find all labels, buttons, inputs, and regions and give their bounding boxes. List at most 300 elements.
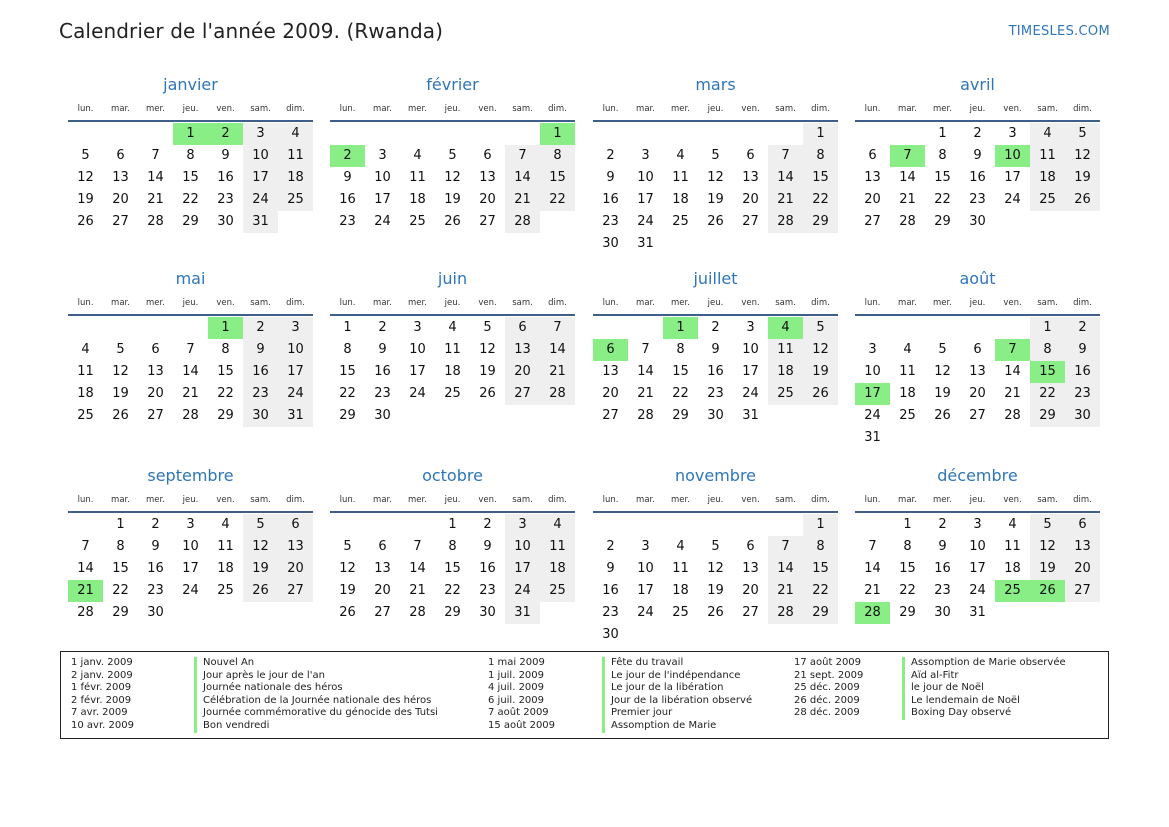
weekday-label: mar. bbox=[898, 495, 917, 505]
weekend-day-cell: 27 bbox=[1065, 580, 1100, 602]
month-name: juillet bbox=[693, 269, 738, 288]
day-cell: 2 bbox=[378, 320, 387, 335]
weekend-day-cell: 19 bbox=[243, 558, 278, 580]
day-cell: 10 bbox=[864, 364, 881, 379]
day-cell: 7 bbox=[413, 539, 422, 554]
weekday-label: mer. bbox=[146, 104, 165, 114]
empty-cell bbox=[995, 211, 1030, 233]
weekend-day-cell: 15 bbox=[803, 167, 838, 189]
weekday-label: dim. bbox=[1073, 104, 1092, 114]
weekend-day-cell: 4 bbox=[1030, 123, 1065, 145]
day-cell: 12 bbox=[112, 364, 129, 379]
empty-cell bbox=[138, 123, 173, 145]
day-cell: 11 bbox=[672, 561, 689, 576]
day-cell: 16 bbox=[147, 561, 164, 576]
weekend-day-cell: 24 bbox=[278, 383, 313, 405]
day-cell: 9 bbox=[343, 170, 352, 185]
day-cell: 2 bbox=[973, 126, 982, 141]
page-title: Calendrier de l'année 2009. (Rwanda) bbox=[59, 19, 444, 43]
weekend-day-cell: 5 bbox=[803, 317, 838, 339]
weekday-header bbox=[330, 100, 575, 118]
day-cell: 19 bbox=[77, 192, 94, 207]
day-cell: 28 bbox=[409, 605, 426, 620]
empty-cell bbox=[243, 602, 278, 624]
weekday-label: ven. bbox=[741, 298, 760, 308]
day-cell: 18 bbox=[217, 561, 234, 576]
month-1 bbox=[330, 74, 575, 233]
weekend-day-cell: 18 bbox=[278, 167, 313, 189]
weekday-label: mar. bbox=[373, 495, 392, 505]
day-cell: 9 bbox=[151, 539, 160, 554]
day-cell: 14 bbox=[182, 364, 199, 379]
holiday-date: 7 août 2009 bbox=[488, 707, 549, 719]
empty-cell bbox=[925, 427, 960, 449]
weekday-label: mer. bbox=[146, 495, 165, 505]
weekday-label: jeu. bbox=[707, 104, 724, 114]
day-cell: 20 bbox=[864, 192, 881, 207]
weekday-label: mer. bbox=[408, 298, 427, 308]
day-grid bbox=[330, 123, 575, 233]
weekday-header bbox=[68, 491, 313, 509]
day-cell: 5 bbox=[343, 539, 352, 554]
day-cell: 30 bbox=[602, 236, 619, 251]
day-cell: 6 bbox=[973, 342, 982, 357]
day-cell: 23 bbox=[339, 214, 356, 229]
empty-cell bbox=[733, 233, 768, 255]
weekend-day-cell: 7 bbox=[768, 145, 803, 167]
day-cell: 5 bbox=[81, 148, 90, 163]
weekend-day-cell: 25 bbox=[1030, 189, 1065, 211]
day-cell: 22 bbox=[934, 192, 951, 207]
day-cell: 2 bbox=[483, 517, 492, 532]
empty-cell bbox=[68, 514, 103, 536]
day-cell: 8 bbox=[448, 539, 457, 554]
weekend-day-cell: 5 bbox=[1030, 514, 1065, 536]
day-cell: 9 bbox=[938, 539, 947, 554]
weekend-day-cell: 13 bbox=[505, 339, 540, 361]
day-cell: 4 bbox=[221, 517, 230, 532]
month-rule bbox=[68, 511, 313, 513]
day-cell: 27 bbox=[864, 214, 881, 229]
day-cell: 12 bbox=[707, 561, 724, 576]
weekday-header bbox=[593, 491, 838, 509]
day-cell: 26 bbox=[112, 408, 129, 423]
weekday-label: mar. bbox=[111, 298, 130, 308]
day-cell: 13 bbox=[147, 364, 164, 379]
month-name: février bbox=[426, 75, 479, 94]
day-cell: 8 bbox=[186, 148, 195, 163]
month-4 bbox=[68, 268, 313, 427]
weekday-label: mar. bbox=[111, 495, 130, 505]
month-name: septembre bbox=[147, 466, 234, 485]
weekday-label: sam. bbox=[1037, 495, 1058, 505]
month-2 bbox=[593, 74, 838, 255]
weekday-label: mar. bbox=[111, 104, 130, 114]
weekday-label: ven. bbox=[216, 298, 235, 308]
weekend-day-cell: 22 bbox=[1030, 383, 1065, 405]
weekday-label: ven. bbox=[1003, 104, 1022, 114]
weekend-day-cell: 12 bbox=[803, 339, 838, 361]
day-cell: 9 bbox=[606, 170, 615, 185]
day-cell: 12 bbox=[339, 561, 356, 576]
day-cell: 23 bbox=[147, 583, 164, 598]
day-cell: 24 bbox=[864, 408, 881, 423]
holidays-list bbox=[60, 651, 1109, 739]
day-grid bbox=[593, 514, 838, 646]
weekend-day-cell: 3 bbox=[278, 317, 313, 339]
holiday-name: Jour de la libération observé bbox=[602, 695, 752, 708]
day-cell: 3 bbox=[641, 148, 650, 163]
weekday-label: lun. bbox=[77, 298, 94, 308]
weekday-label: lun. bbox=[602, 495, 619, 505]
month-rule bbox=[855, 314, 1100, 316]
day-cell: 27 bbox=[969, 408, 986, 423]
day-cell: 22 bbox=[339, 386, 356, 401]
day-cell: 3 bbox=[1008, 126, 1017, 141]
empty-cell bbox=[733, 123, 768, 145]
day-cell: 19 bbox=[444, 192, 461, 207]
weekend-day-cell: 27 bbox=[505, 383, 540, 405]
holiday-date: 21 sept. 2009 bbox=[794, 669, 864, 681]
weekday-header bbox=[855, 294, 1100, 312]
day-cell: 18 bbox=[672, 192, 689, 207]
month-rule bbox=[330, 511, 575, 513]
day-cell: 1 bbox=[116, 517, 125, 532]
empty-cell bbox=[925, 317, 960, 339]
day-cell: 25 bbox=[672, 214, 689, 229]
weekday-label: ven. bbox=[1003, 495, 1022, 505]
month-name: avril bbox=[960, 75, 995, 94]
day-cell: 2 bbox=[151, 517, 160, 532]
month-name: mars bbox=[695, 75, 736, 94]
weekday-label: lun. bbox=[864, 104, 881, 114]
day-cell: 8 bbox=[676, 342, 685, 357]
weekend-day-cell: 31 bbox=[505, 602, 540, 624]
holiday-day-cell: 4 bbox=[768, 317, 803, 339]
empty-cell bbox=[365, 123, 400, 145]
weekday-label: mer. bbox=[408, 495, 427, 505]
day-cell: 11 bbox=[672, 170, 689, 185]
day-cell: 16 bbox=[934, 561, 951, 576]
weekday-header bbox=[330, 294, 575, 312]
day-cell: 21 bbox=[147, 192, 164, 207]
holiday-name: Assomption de Marie bbox=[602, 720, 752, 733]
weekend-day-cell: 8 bbox=[1030, 339, 1065, 361]
weekend-day-cell: 2 bbox=[1065, 317, 1100, 339]
day-cell: 23 bbox=[969, 192, 986, 207]
day-cell: 27 bbox=[147, 408, 164, 423]
day-cell: 16 bbox=[707, 364, 724, 379]
day-cell: 14 bbox=[1004, 364, 1021, 379]
weekday-label: jeu. bbox=[182, 495, 199, 505]
empty-cell bbox=[138, 317, 173, 339]
day-cell: 7 bbox=[151, 148, 160, 163]
empty-cell bbox=[330, 123, 365, 145]
holiday-name: Le jour de la libération bbox=[602, 682, 752, 695]
holiday-day-cell: 1 bbox=[663, 317, 698, 339]
month-name: décembre bbox=[937, 466, 1018, 485]
day-cell: 11 bbox=[899, 364, 916, 379]
day-cell: 26 bbox=[479, 386, 496, 401]
weekday-label: lun. bbox=[864, 495, 881, 505]
day-cell: 28 bbox=[77, 605, 94, 620]
day-cell: 5 bbox=[938, 342, 947, 357]
weekend-day-cell: 21 bbox=[540, 361, 575, 383]
day-cell: 7 bbox=[868, 539, 877, 554]
day-cell: 15 bbox=[217, 364, 234, 379]
month-rule bbox=[68, 314, 313, 316]
empty-cell bbox=[540, 405, 575, 427]
day-cell: 19 bbox=[934, 386, 951, 401]
month-rule bbox=[330, 120, 575, 122]
weekday-label: jeu. bbox=[969, 495, 986, 505]
weekday-label: mer. bbox=[671, 298, 690, 308]
month-name: novembre bbox=[674, 466, 757, 485]
day-cell: 26 bbox=[444, 214, 461, 229]
day-cell: 26 bbox=[934, 408, 951, 423]
weekday-label: lun. bbox=[864, 298, 881, 308]
weekend-day-cell: 17 bbox=[505, 558, 540, 580]
day-cell: 18 bbox=[899, 386, 916, 401]
day-cell: 15 bbox=[112, 561, 129, 576]
month-5 bbox=[330, 268, 575, 427]
day-cell: 28 bbox=[147, 214, 164, 229]
day-grid bbox=[330, 317, 575, 427]
day-cell: 16 bbox=[479, 561, 496, 576]
day-cell: 13 bbox=[742, 170, 759, 185]
day-cell: 24 bbox=[742, 386, 759, 401]
day-cell: 14 bbox=[147, 170, 164, 185]
holiday-date: 1 juil. 2009 bbox=[488, 669, 545, 681]
holiday-date: 28 déc. 2009 bbox=[794, 707, 860, 719]
day-cell: 16 bbox=[969, 170, 986, 185]
holiday-names-col-3 bbox=[902, 657, 1066, 720]
weekend-day-cell: 6 bbox=[505, 317, 540, 339]
weekday-label: mar. bbox=[636, 495, 655, 505]
empty-cell bbox=[593, 514, 628, 536]
weekday-label: sam. bbox=[250, 104, 271, 114]
holiday-date: 7 avr. 2009 bbox=[71, 707, 128, 719]
day-cell: 24 bbox=[409, 386, 426, 401]
weekday-label: mar. bbox=[636, 298, 655, 308]
day-cell: 27 bbox=[374, 605, 391, 620]
day-cell: 29 bbox=[182, 214, 199, 229]
holiday-day-cell: 28 bbox=[855, 602, 890, 624]
day-cell: 3 bbox=[186, 517, 195, 532]
weekday-label: jeu. bbox=[707, 298, 724, 308]
day-cell: 27 bbox=[602, 408, 619, 423]
day-cell: 19 bbox=[479, 364, 496, 379]
day-cell: 26 bbox=[339, 605, 356, 620]
empty-cell bbox=[663, 514, 698, 536]
weekday-label: jeu. bbox=[969, 298, 986, 308]
empty-cell bbox=[208, 602, 243, 624]
weekend-day-cell: 17 bbox=[243, 167, 278, 189]
weekend-day-cell: 1 bbox=[1030, 317, 1065, 339]
day-cell: 3 bbox=[413, 320, 422, 335]
weekend-day-cell: 22 bbox=[803, 189, 838, 211]
day-cell: 4 bbox=[1008, 517, 1017, 532]
day-cell: 19 bbox=[339, 583, 356, 598]
weekend-day-cell: 10 bbox=[278, 339, 313, 361]
empty-cell bbox=[68, 123, 103, 145]
weekend-day-cell: 5 bbox=[1065, 123, 1100, 145]
day-cell: 22 bbox=[672, 386, 689, 401]
weekend-day-cell: 18 bbox=[768, 361, 803, 383]
month-name: mai bbox=[175, 269, 206, 288]
weekday-label: lun. bbox=[602, 104, 619, 114]
weekday-label: mer. bbox=[933, 298, 952, 308]
day-grid bbox=[68, 317, 313, 427]
weekend-day-cell: 7 bbox=[505, 145, 540, 167]
weekday-header bbox=[855, 491, 1100, 509]
day-cell: 30 bbox=[147, 605, 164, 620]
weekday-label: ven. bbox=[741, 495, 760, 505]
weekday-label: mer. bbox=[146, 298, 165, 308]
weekday-label: sam. bbox=[1037, 104, 1058, 114]
day-cell: 5 bbox=[483, 320, 492, 335]
month-name: octobre bbox=[422, 466, 483, 485]
day-cell: 28 bbox=[1004, 408, 1021, 423]
month-11 bbox=[855, 465, 1100, 624]
site-link[interactable]: TIMESLES.COM bbox=[1008, 24, 1110, 39]
month-name: août bbox=[959, 269, 996, 288]
weekday-label: sam. bbox=[512, 298, 533, 308]
weekday-label: dim. bbox=[811, 298, 830, 308]
holiday-name: Le jour de l'indépendance bbox=[602, 670, 752, 683]
holiday-day-cell: 6 bbox=[593, 339, 628, 361]
weekday-label: dim. bbox=[548, 495, 567, 505]
holiday-day-cell: 1 bbox=[540, 123, 575, 145]
weekend-day-cell: 28 bbox=[768, 602, 803, 624]
day-cell: 14 bbox=[637, 364, 654, 379]
holiday-name: Boxing Day observé bbox=[902, 707, 1066, 720]
holiday-name: Bon vendredi bbox=[194, 720, 438, 733]
weekend-day-cell: 14 bbox=[768, 167, 803, 189]
holiday-day-cell: 1 bbox=[173, 123, 208, 145]
empty-cell bbox=[365, 514, 400, 536]
weekday-label: mar. bbox=[898, 298, 917, 308]
empty-cell bbox=[855, 317, 890, 339]
weekend-day-cell: 25 bbox=[278, 189, 313, 211]
weekend-day-cell: 15 bbox=[803, 558, 838, 580]
day-cell: 20 bbox=[374, 583, 391, 598]
day-cell: 8 bbox=[221, 342, 230, 357]
day-cell: 18 bbox=[1004, 561, 1021, 576]
month-rule bbox=[593, 511, 838, 513]
day-grid bbox=[68, 514, 313, 624]
holiday-name: Premier jour bbox=[602, 707, 752, 720]
month-7 bbox=[855, 268, 1100, 449]
empty-cell bbox=[103, 123, 138, 145]
day-cell: 28 bbox=[637, 408, 654, 423]
empty-cell bbox=[1065, 602, 1100, 624]
day-cell: 5 bbox=[711, 539, 720, 554]
day-cell: 22 bbox=[444, 583, 461, 598]
day-cell: 8 bbox=[938, 148, 947, 163]
day-cell: 30 bbox=[707, 408, 724, 423]
day-cell: 9 bbox=[378, 342, 387, 357]
weekend-day-cell: 20 bbox=[505, 361, 540, 383]
holiday-name: Aïd al-Fitr bbox=[902, 670, 1066, 683]
day-cell: 10 bbox=[637, 561, 654, 576]
month-3 bbox=[855, 74, 1100, 233]
day-cell: 15 bbox=[672, 364, 689, 379]
day-cell: 21 bbox=[182, 386, 199, 401]
weekend-day-cell: 13 bbox=[278, 536, 313, 558]
day-cell: 15 bbox=[899, 561, 916, 576]
empty-cell bbox=[698, 514, 733, 536]
day-cell: 10 bbox=[409, 342, 426, 357]
holiday-day-cell: 17 bbox=[855, 383, 890, 405]
empty-cell bbox=[960, 317, 995, 339]
empty-cell bbox=[540, 602, 575, 624]
holiday-day-cell: 21 bbox=[68, 580, 103, 602]
holiday-day-cell: 2 bbox=[330, 145, 365, 167]
weekday-label: ven. bbox=[216, 495, 235, 505]
day-cell: 10 bbox=[182, 539, 199, 554]
weekday-label: dim. bbox=[811, 104, 830, 114]
month-9 bbox=[330, 465, 575, 624]
empty-cell bbox=[68, 317, 103, 339]
day-cell: 17 bbox=[1004, 170, 1021, 185]
day-cell: 2 bbox=[938, 517, 947, 532]
day-cell: 29 bbox=[899, 605, 916, 620]
empty-cell bbox=[628, 624, 663, 646]
day-cell: 12 bbox=[77, 170, 94, 185]
day-cell: 1 bbox=[448, 517, 457, 532]
holiday-name: Jour après le jour de l'an bbox=[194, 670, 438, 683]
weekend-day-cell: 30 bbox=[243, 405, 278, 427]
day-cell: 7 bbox=[186, 342, 195, 357]
day-cell: 21 bbox=[864, 583, 881, 598]
weekend-day-cell: 13 bbox=[1065, 536, 1100, 558]
empty-cell bbox=[330, 514, 365, 536]
day-cell: 15 bbox=[444, 561, 461, 576]
empty-cell bbox=[663, 123, 698, 145]
weekend-day-cell: 7 bbox=[768, 536, 803, 558]
day-cell: 2 bbox=[711, 320, 720, 335]
day-cell: 3 bbox=[641, 539, 650, 554]
weekday-label: ven. bbox=[478, 104, 497, 114]
day-cell: 11 bbox=[217, 539, 234, 554]
month-6 bbox=[593, 268, 838, 427]
weekday-label: jeu. bbox=[707, 495, 724, 505]
weekend-day-cell: 17 bbox=[278, 361, 313, 383]
weekend-day-cell: 24 bbox=[243, 189, 278, 211]
day-cell: 1 bbox=[903, 517, 912, 532]
weekend-day-cell: 23 bbox=[1065, 383, 1100, 405]
empty-cell bbox=[173, 602, 208, 624]
day-cell: 1 bbox=[938, 126, 947, 141]
holiday-date: 1 janv. 2009 bbox=[71, 657, 133, 668]
weekend-day-cell: 14 bbox=[540, 339, 575, 361]
weekday-label: lun. bbox=[77, 495, 94, 505]
weekend-day-cell: 31 bbox=[278, 405, 313, 427]
empty-cell bbox=[173, 317, 208, 339]
weekend-day-cell: 18 bbox=[1030, 167, 1065, 189]
day-cell: 29 bbox=[672, 408, 689, 423]
empty-cell bbox=[400, 405, 435, 427]
weekend-day-cell: 27 bbox=[278, 580, 313, 602]
weekday-label: jeu. bbox=[444, 495, 461, 505]
weekday-label: dim. bbox=[286, 495, 305, 505]
day-cell: 22 bbox=[112, 583, 129, 598]
weekday-header bbox=[593, 294, 838, 312]
day-grid bbox=[68, 123, 313, 233]
day-cell: 25 bbox=[444, 386, 461, 401]
holiday-date: 6 juil. 2009 bbox=[488, 694, 545, 706]
